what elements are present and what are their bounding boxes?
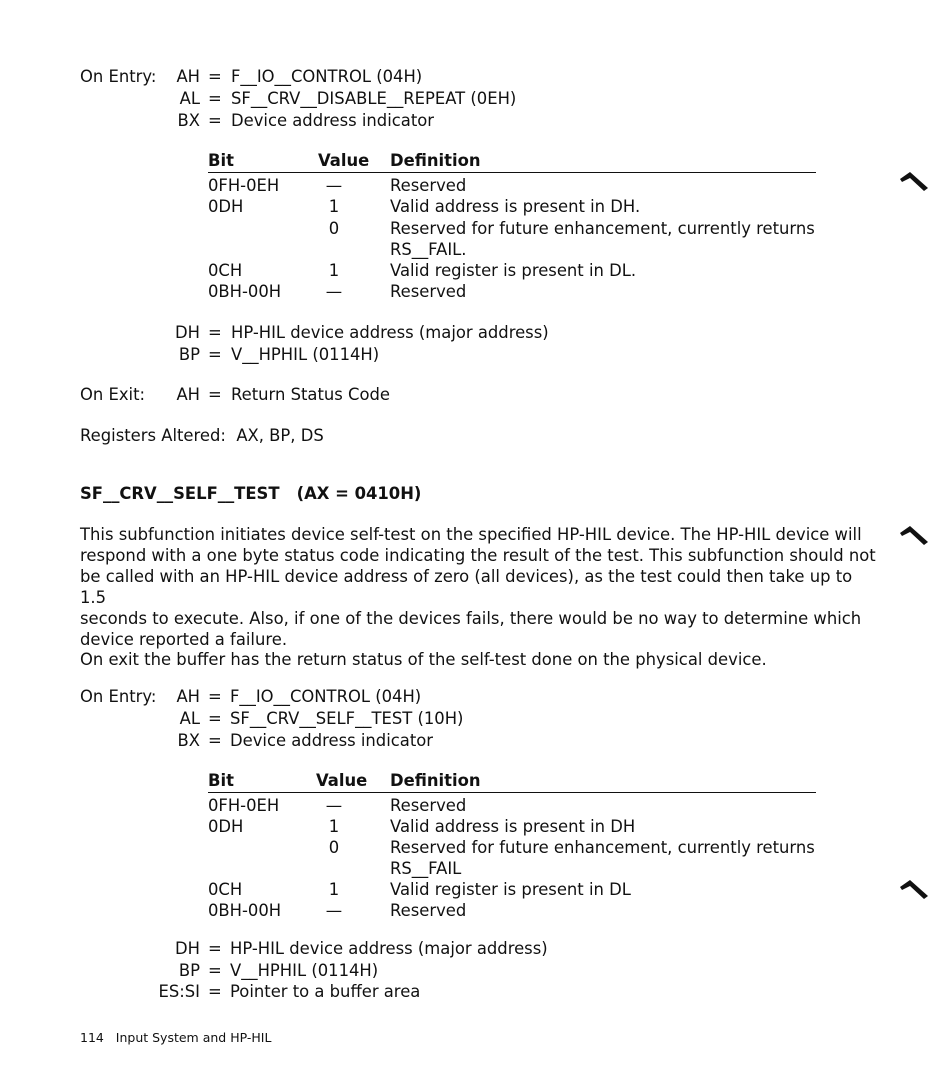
bit-cell: 0DH (208, 817, 244, 836)
definition-cell: Reserved (390, 282, 467, 301)
equals-sign: = (208, 345, 222, 364)
register-row (80, 708, 780, 729)
register-name: BX (177, 111, 200, 130)
register-name: DH (175, 939, 200, 958)
bit-cell: 0FH-0EH (208, 176, 280, 195)
value-cell: 0 (328, 219, 340, 238)
value-cell: — (325, 176, 343, 195)
table-row (208, 175, 816, 196)
register-value: Device address indicator (230, 731, 434, 750)
register-name: BP (178, 345, 200, 364)
table-row (208, 816, 816, 837)
definition-cell: RS__FAIL (390, 859, 462, 878)
register-value: Device address indicator (231, 111, 435, 130)
paragraph-line: seconds to execute. Also, if one of the devices fails, there would be no way to determine which (80, 609, 862, 628)
table-row (208, 239, 816, 260)
register-value: F__IO__CONTROL (04H) (231, 67, 423, 86)
value-cell: — (325, 796, 343, 815)
register-value: V__HPHIL (0114H) (231, 345, 380, 364)
register-value: SF__CRV__SELF__TEST (10H) (230, 709, 464, 728)
table-header-value: Value (316, 771, 368, 790)
register-row (80, 686, 780, 707)
value-cell: 1 (328, 880, 340, 899)
register-row (80, 960, 780, 981)
paragraph-line: respond with a one byte status code indicating the result of the test. This subfunction should not (80, 546, 876, 565)
definition-cell: Reserved (390, 176, 467, 195)
value-cell: — (325, 901, 343, 920)
definition-cell: Valid address is present in DH (390, 817, 636, 836)
register-name: AH (176, 67, 200, 86)
value-cell: 1 (328, 817, 340, 836)
exit-paragraph: On exit the buffer has the return status of the self-test done on the physical device. (80, 650, 767, 669)
table-row (208, 795, 816, 816)
equals-sign: = (208, 385, 222, 404)
register-row (80, 981, 780, 1002)
margin-mark-icon (898, 878, 930, 900)
register-row (80, 322, 780, 343)
register-value: Pointer to a buffer area (230, 982, 421, 1001)
description-paragraph (80, 524, 880, 650)
section-title: SF__CRV__SELF__TEST (AX = 0410H) (80, 484, 422, 503)
register-name: AH (176, 687, 200, 706)
register-value: HP-HIL device address (major address) (231, 323, 549, 342)
bit-cell: 0CH (208, 880, 243, 899)
definition-cell: Valid address is present in DH. (390, 197, 641, 216)
definition-cell: Valid register is present in DL (390, 880, 631, 899)
value-cell: — (325, 282, 343, 301)
definition-cell: Reserved for future enhancement, currently returns (390, 219, 815, 238)
register-row (80, 384, 780, 405)
register-name: AL (179, 709, 200, 728)
bit-cell: 0DH (208, 197, 244, 216)
paragraph-line: device reported a failure. (80, 630, 288, 649)
margin-mark-icon (898, 524, 930, 546)
running-title: Input System and HP-HIL (115, 1030, 272, 1045)
on-entry-label-2: On Entry: (80, 687, 157, 706)
table-header-bit: Bit (208, 151, 234, 170)
margin-mark-icon (898, 170, 930, 192)
definition-cell: Reserved for future enhancement, currently returns (390, 838, 815, 857)
register-name: BP (178, 961, 200, 980)
table-row (208, 281, 816, 302)
bit-cell: 0FH-0EH (208, 796, 280, 815)
table-row (208, 837, 816, 858)
value-cell: 0 (328, 838, 340, 857)
equals-sign: = (208, 961, 222, 980)
definition-cell: Reserved (390, 796, 467, 815)
page-footer (80, 1030, 271, 1045)
register-name: BX (177, 731, 200, 750)
register-row (80, 66, 780, 87)
bit-cell: 0BH-00H (208, 282, 282, 301)
table-row (208, 260, 816, 281)
table-header-rule (208, 792, 816, 793)
equals-sign: = (208, 731, 222, 750)
on-entry-label-1: On Entry: (80, 67, 157, 86)
register-row (80, 344, 780, 365)
page-number: 114 (80, 1030, 104, 1045)
equals-sign: = (208, 323, 222, 342)
register-value: F__IO__CONTROL (04H) (230, 687, 422, 706)
table-row (208, 858, 816, 879)
register-name: DH (175, 323, 200, 342)
register-name: AL (179, 89, 200, 108)
registers-altered: Registers Altered: AX, BP, DS (80, 426, 324, 445)
definition-cell: Reserved (390, 901, 467, 920)
table-row (208, 218, 816, 239)
register-name: AH (176, 385, 200, 404)
register-value: HP-HIL device address (major address) (230, 939, 548, 958)
register-row (80, 938, 780, 959)
register-name: ES:SI (158, 982, 200, 1001)
table-row (208, 879, 816, 900)
table-header-rule (208, 172, 816, 173)
register-value: SF__CRV__DISABLE__REPEAT (0EH) (231, 89, 517, 108)
equals-sign: = (208, 709, 222, 728)
definition-cell: Valid register is present in DL. (390, 261, 637, 280)
value-cell: 1 (328, 197, 340, 216)
table-header-definition: Definition (390, 771, 481, 790)
bit-cell: 0BH-00H (208, 901, 282, 920)
paragraph-line: be called with an HP-HIL device address of zero (all devices), as the test could then take up to 1.5 (80, 567, 853, 607)
table-row (208, 900, 816, 921)
value-cell: 1 (328, 261, 340, 280)
definition-cell: RS__FAIL. (390, 240, 467, 259)
equals-sign: = (208, 67, 222, 86)
register-row (80, 88, 780, 109)
bit-definition-table-1 (208, 151, 816, 311)
bit-cell: 0CH (208, 261, 243, 280)
equals-sign: = (208, 982, 222, 1001)
table-header-value: Value (318, 151, 370, 170)
on-exit-label: On Exit: (80, 385, 146, 404)
equals-sign: = (208, 939, 222, 958)
register-row (80, 110, 780, 131)
bit-definition-table-2 (208, 771, 816, 931)
table-row (208, 196, 816, 217)
register-row (80, 730, 780, 751)
table-header-definition: Definition (390, 151, 481, 170)
register-value: Return Status Code (231, 385, 390, 404)
register-value: V__HPHIL (0114H) (230, 961, 379, 980)
paragraph-line: This subfunction initiates device self-test on the specified HP-HIL device. The HP-HIL device will (80, 525, 862, 544)
table-header-bit: Bit (208, 771, 234, 790)
equals-sign: = (208, 111, 222, 130)
equals-sign: = (208, 89, 222, 108)
equals-sign: = (208, 687, 222, 706)
